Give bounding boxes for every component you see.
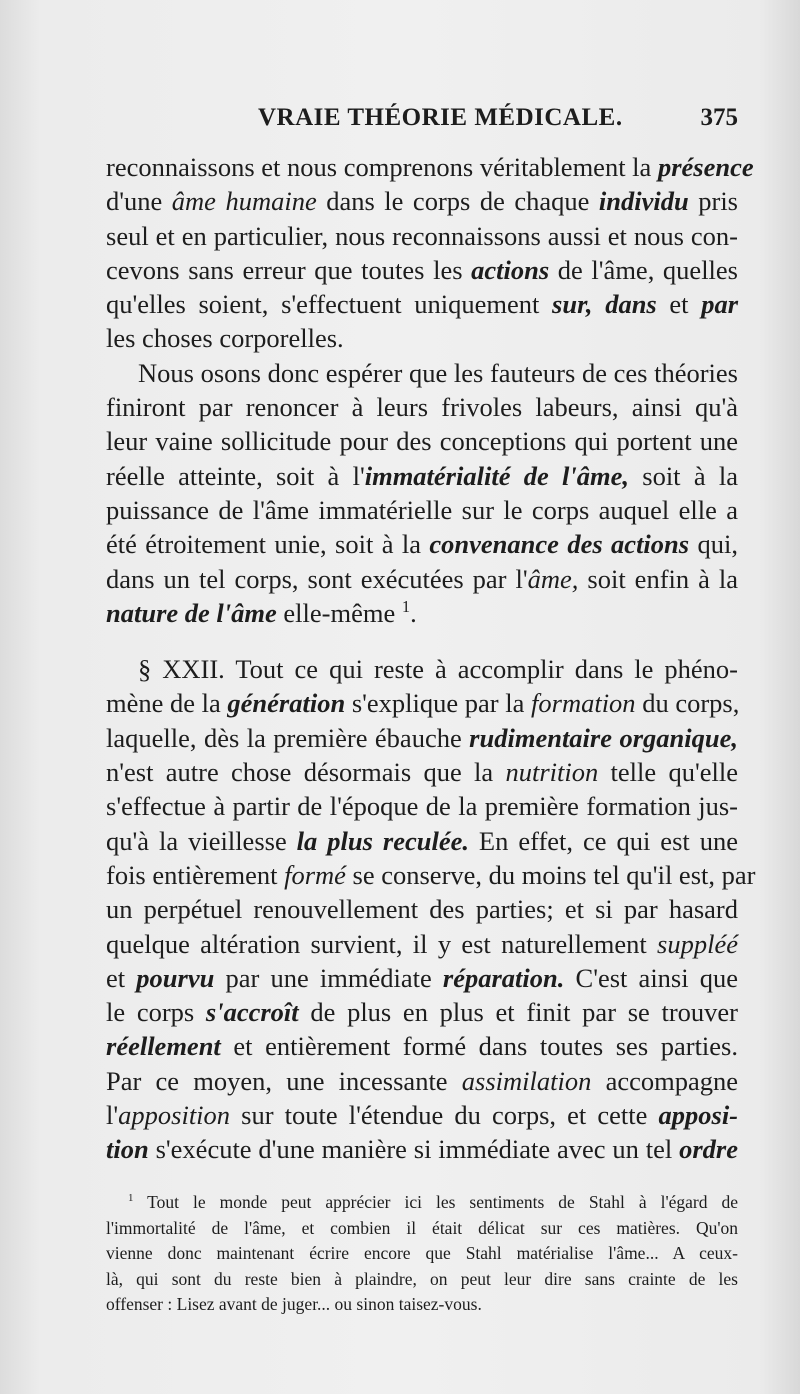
footnote-marker: 1: [128, 1192, 134, 1205]
text-line: § XXII. Tout ce qui reste à accomplir dans le phéno-: [138, 654, 738, 685]
footnote-line: vienne donc maintenant écrire encore que Stahl matérialise l'âme... A ceux-: [106, 1243, 738, 1264]
text-line: leur vaine sollicitude pour des conceptions qui portent une: [106, 426, 738, 457]
text-line: l'apposition sur toute l'étendue du corps, et cette apposi-: [106, 1100, 738, 1131]
page-header: [106, 104, 738, 140]
text-line: réelle atteinte, soit à l'immatérialité de l'âme, soit à la: [106, 460, 738, 491]
text-line: s'effectue à partir de l'époque de la première formation jus-: [106, 791, 738, 822]
text-line: réellement et entièrement formé dans toutes ses parties.: [106, 1031, 738, 1062]
footnote: [106, 1190, 738, 1318]
text-line: qu'à la vieillesse la plus reculée. En effet, ce qui est une: [106, 825, 738, 856]
footnote-line: là, qui sont du reste bien à plaindre, on peut leur dire sans crainte de les: [106, 1268, 738, 1289]
text-line: Nous osons donc espérer que les fauteurs de ces théories: [138, 357, 738, 388]
text-line: finiront par renoncer à leurs frivoles labeurs, ainsi qu'à: [106, 392, 738, 423]
text-line: d'une âme humaine dans le corps de chaque individu pris: [106, 186, 738, 217]
text-line: fois entièrement formé se conserve, du moins tel qu'il est, par: [106, 859, 756, 890]
text-line: tion s'exécute d'une manière si immédiate avec un tel ordre: [106, 1134, 738, 1165]
text-line: puissance de l'âme immatérielle sur le corps auquel elle a: [106, 494, 738, 525]
text-line: reconnaissons et nous comprenons véritablement la présence: [106, 152, 754, 182]
text-line: mène de la génération s'explique par la formation du corps,: [106, 688, 740, 719]
text-line: quelque altération survient, il y est naturellement suppléé: [106, 928, 738, 959]
text-line: qu'elles soient, s'effectuent uniquement sur, dans et par: [106, 289, 739, 320]
text-line: le corps s'accroît de plus en plus et finit par se trouver: [106, 997, 738, 1028]
text-line: nature de l'âme elle-même $^1$.: [106, 597, 417, 628]
footnote-line: l'immortalité de l'âme, et combien il était délicat sur ces matières. Qu'on: [106, 1217, 738, 1238]
footnote-line: $^1$ Tout le monde peut apprécier ici les sentiments de Stahl à l'égard de: [128, 1192, 738, 1212]
text-line: Par ce moyen, une incessante assimilation accompagne: [106, 1065, 738, 1096]
footnote-reference: 1: [401, 597, 411, 617]
text-line: n'est autre chose désormais que la nutrition telle qu'elle: [106, 757, 738, 788]
footnote-line: offenser : Lisez avant de juger... ou sinon taisez-vous.: [106, 1294, 482, 1315]
text-line: et pourvu par une immédiate réparation. C'est ainsi que: [106, 962, 739, 993]
text-line: dans un tel corps, sont exécutées par l'âme, soit enfin à la: [106, 563, 738, 594]
text-line: seul et en particulier, nous reconnaissons aussi et nous con-: [106, 220, 738, 251]
text-line: laquelle, dès la première ébauche rudimentaire organique,: [106, 722, 738, 753]
text-line: été étroitement unie, soit à la convenance des actions qui,: [106, 529, 738, 560]
page-number: 375: [700, 104, 738, 131]
text-line: un perpétuel renouvellement des parties; et si par hasard: [106, 894, 738, 925]
text-line: les choses corporelles.: [106, 323, 344, 354]
main-text: [106, 150, 756, 1167]
text-line: cevons sans erreur que toutes les actions de l'âme, quelles: [106, 254, 738, 285]
running-title: VRAIE THÉORIE MÉDICALE.: [258, 104, 623, 131]
